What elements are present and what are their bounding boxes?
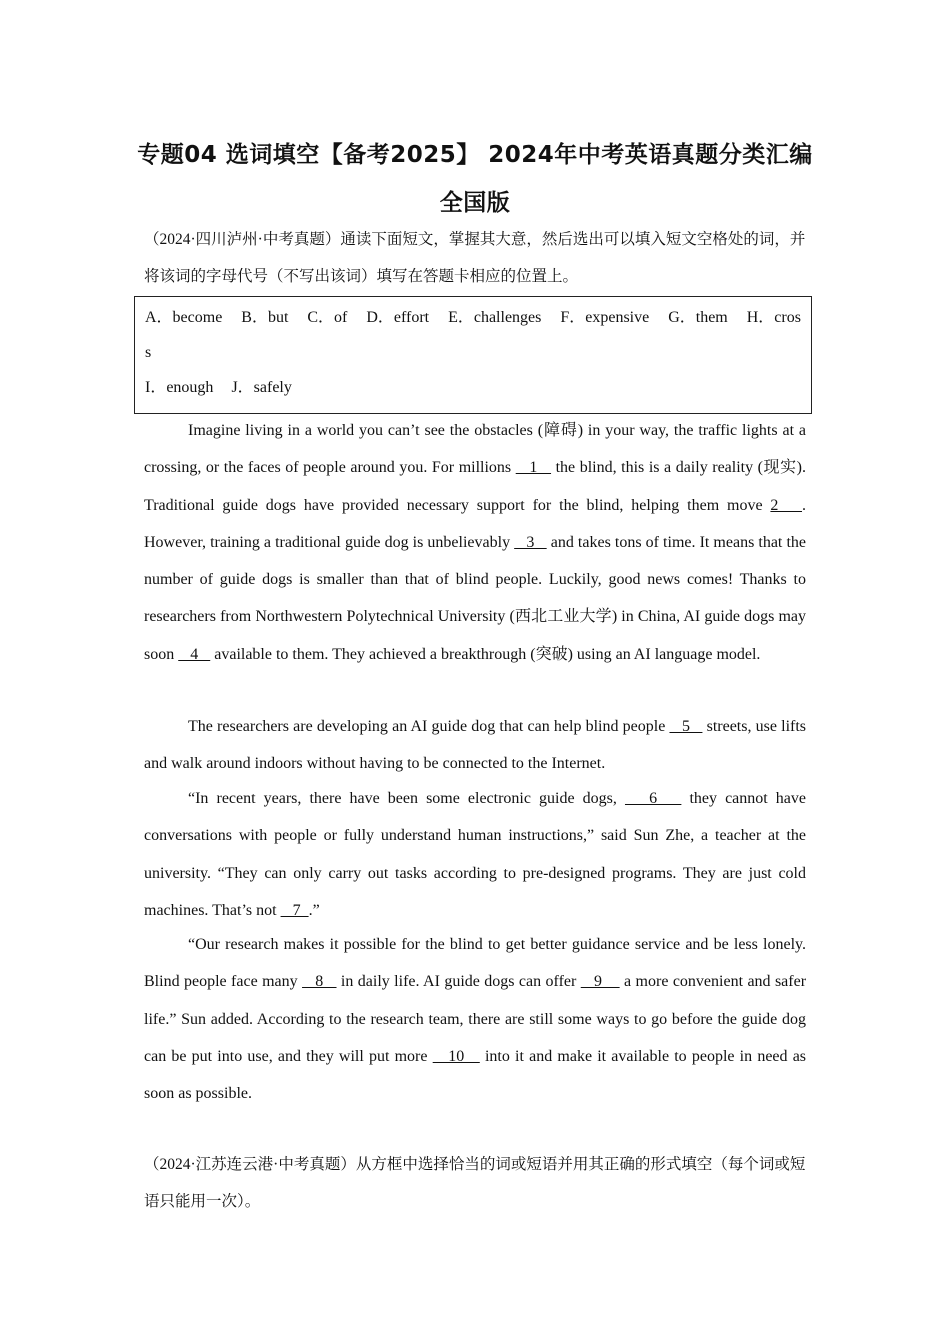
option-b: B．but bbox=[241, 309, 289, 326]
text-span: Imagine living in a world you can’t see the obstacles (障碍) in your way, the traffic lights at a crossing, or the faces of people around you. For millions bbox=[144, 422, 806, 477]
text-span: “In recent years, there have been some electronic guide dogs, bbox=[188, 790, 625, 807]
text-span: . However, training a traditional guide dog is unbelievably bbox=[144, 496, 807, 551]
blank-1[interactable]: 1 bbox=[515, 459, 552, 477]
text-span: and takes tons of time. It means that the number of guide dogs is smaller than that of blind people. Luckily, good news comes! Thanks to researchers from Northwestern Polytechnical University (西北工业大学) in China, AI guide dogs may soon bbox=[144, 533, 807, 663]
section2-instruction: （2024·江苏连云港·中考真题）从方框中选择恰当的词或短语并用其正确的形式填空（每个词或短语只能用一次）。 bbox=[144, 1156, 806, 1210]
blank-8[interactable]: 8 bbox=[302, 973, 337, 991]
option-j: J．safely bbox=[231, 379, 292, 396]
text-span: “Our research makes it possible for the blind to get better guidance service and be less lonely. Blind people face many bbox=[144, 936, 806, 991]
word-options-box bbox=[134, 296, 812, 414]
text-span: available to them. They achieved a breakthrough (突破) using an AI language model. bbox=[210, 645, 761, 663]
document-title-line2: 全国版 bbox=[439, 190, 511, 216]
section1-instruction: （2024·四川泸州·中考真题）通读下面短文，掌握其大意，然后选出可以填入短文空格处的词，并将该词的字母代号（不写出该词）填写在答题卡相应的位置上。 bbox=[144, 231, 806, 285]
option-d: D．effort bbox=[366, 309, 430, 326]
passage-paragraph-2 bbox=[144, 708, 806, 783]
blank-9[interactable]: 9 bbox=[580, 973, 620, 991]
blank-10[interactable]: 10 bbox=[432, 1047, 480, 1065]
text-span: the blind, this is a daily reality (现实). Traditional guide dogs have provided necessary support for the blind, helping them move bbox=[144, 459, 806, 514]
blank-2[interactable]: 2 bbox=[770, 496, 803, 514]
word-options-row2 bbox=[145, 370, 306, 406]
option-h-wrap: s bbox=[145, 344, 152, 361]
passage-paragraph-3 bbox=[144, 780, 806, 929]
option-i: I．enough bbox=[145, 379, 214, 396]
blank-4[interactable]: 4 bbox=[178, 645, 211, 663]
word-options-row1 bbox=[145, 300, 801, 336]
document-title-line1: 专题04 选词填空【备考2025】 2024年中考英语真题分类汇编 bbox=[137, 142, 813, 168]
option-a: A．become bbox=[145, 309, 223, 326]
blank-5[interactable]: 5 bbox=[669, 718, 703, 735]
blank-6[interactable]: 6 bbox=[624, 790, 682, 807]
blank-7[interactable]: 7 bbox=[280, 901, 309, 919]
text-span: streets, use lifts and walk around indoors without having to be connected to the Internet. bbox=[144, 718, 807, 773]
text-span: a more convenient and safer life.” Sun added. According to the research team, there are still some ways to go before the guide dog can be put into use, and they will put more bbox=[144, 973, 807, 1065]
option-g: G．them bbox=[668, 309, 728, 326]
text-span: The researchers are developing an AI guide dog that can help blind people bbox=[188, 718, 670, 735]
passage-paragraph-1 bbox=[144, 412, 806, 673]
text-span: .” bbox=[308, 901, 320, 919]
option-c: C．of bbox=[307, 309, 348, 326]
option-f: F．expensive bbox=[560, 309, 650, 326]
option-h: H．cros bbox=[746, 309, 801, 326]
option-e: E．challenges bbox=[448, 309, 542, 326]
passage-paragraph-4 bbox=[144, 926, 806, 1112]
blank-3[interactable]: 3 bbox=[514, 533, 547, 551]
text-span: they cannot have conversations with people or fully understand human instructions,” said Sun Zhe, a teacher at the university. “They can only carry out tasks according to pre-designed programs. They are just cold machines. That’s not bbox=[144, 790, 806, 919]
text-span: in daily life. AI guide dogs can offer bbox=[336, 973, 581, 991]
text-span: into it and make it available to people in need as soon as possible. bbox=[144, 1047, 807, 1103]
